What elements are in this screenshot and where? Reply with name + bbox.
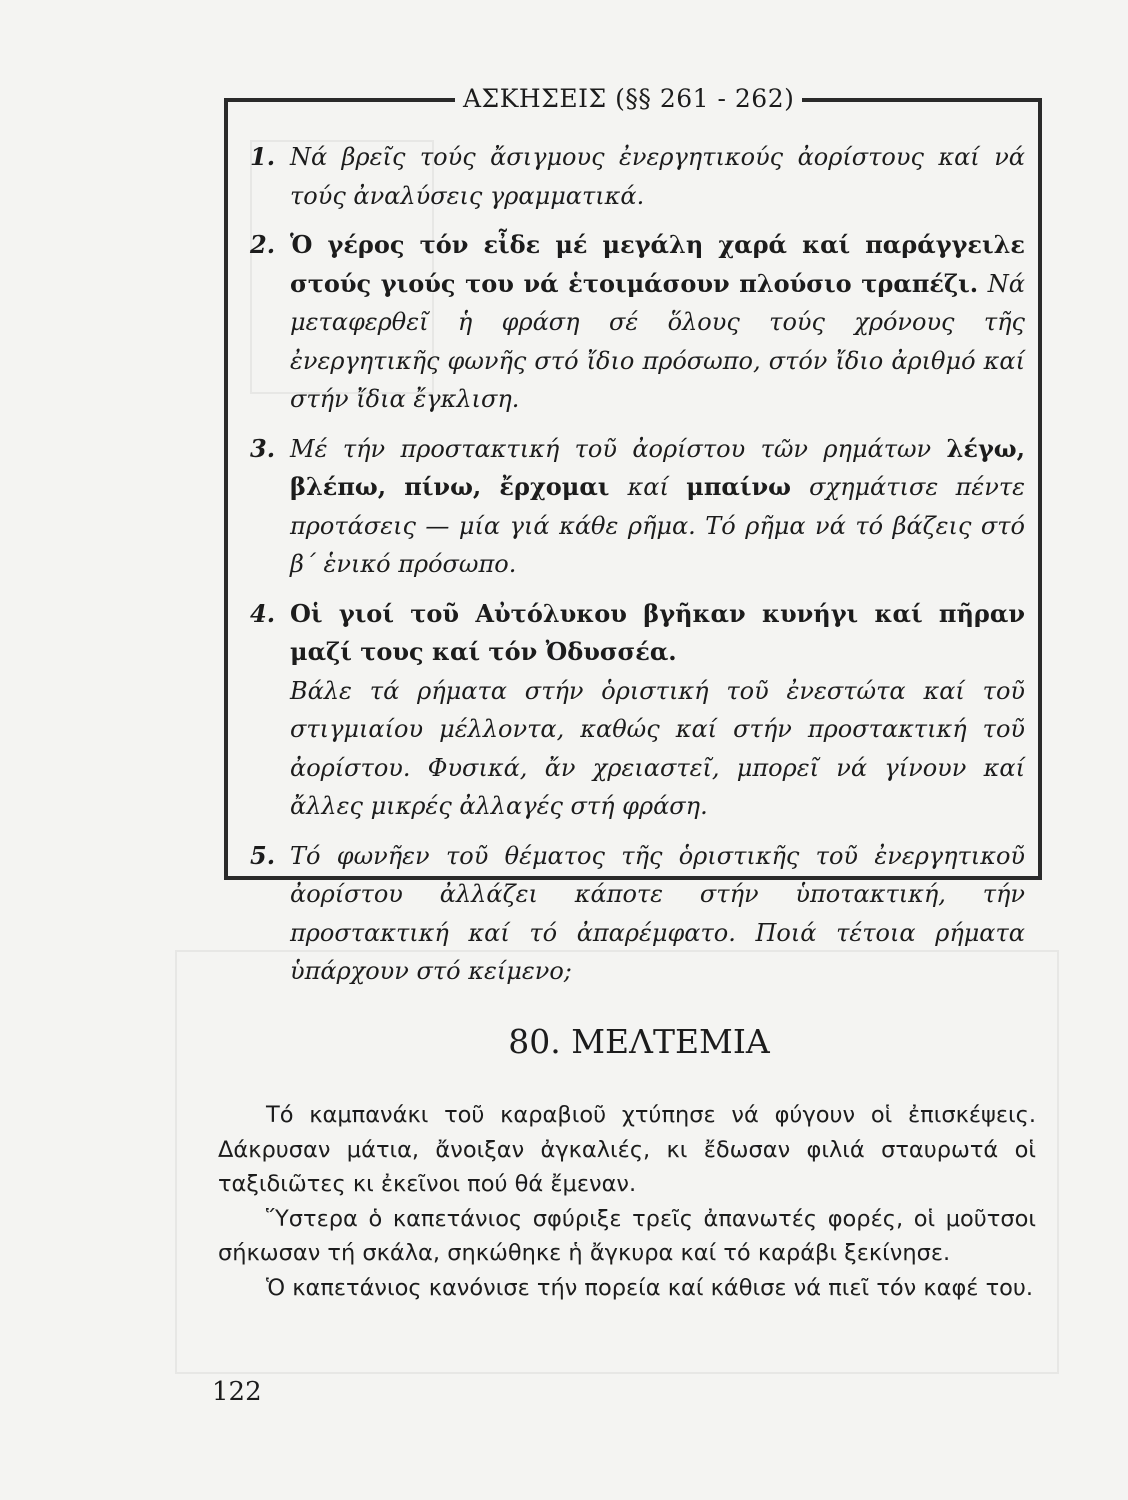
exercise-text xyxy=(290,138,1025,215)
exercise-number: 2. xyxy=(250,230,276,259)
exercise-item xyxy=(250,138,1025,215)
exercise-text xyxy=(290,226,1025,419)
exercise-text xyxy=(290,837,1025,991)
exercise-number: 4. xyxy=(250,598,276,628)
exercise-number: 5. xyxy=(250,840,276,870)
exercise-item xyxy=(250,837,1025,991)
exercise-text-run: λέγω, βλέπω, πίνω, ἔρχομαι xyxy=(290,433,1025,501)
body-paragraph: Ὁ καπετάνιος κανόνισε τήν πορεία καί κάθισε νά πιεῖ τόν καφέ του. xyxy=(266,1274,1034,1301)
exercise-text-run: Τό φωνῆεν τοῦ θέματος τῆς ὁριστικῆς τοῦ ἐνεργητικοῦ ἀορίστου ἀλλάζει κάποτε στήν ὑποτακτική, τήν προστακτική καί τό ἀπαρέμφατο. Ποιά τέτοια ρήματα ὑπάρχουν στό κείμενο; xyxy=(290,841,1025,985)
exercise-text-run: σχημάτισε πέντε προτάσεις — μία γιά κάθε ρῆμα. Τό ρῆμα νά τό βάζεις στό β΄ ἑνικό πρόσωπο. xyxy=(290,473,1025,578)
exercise-text-run: Νά βρεῖς τούς ἄσιγμους ἐνεργητικούς ἀορίστους καί νά τούς ἀναλύσεις γραμματικά. xyxy=(290,143,1025,210)
exercise-text-run: μπαίνω xyxy=(686,472,810,501)
exercise-item xyxy=(250,430,1025,584)
body-paragraph: Τό καμπανάκι τοῦ καραβιοῦ χτύπησε νά φύγουν οἱ ἐπισκέψεις. Δάκρυσαν μάτια, ἄνοιξαν ἀγκαλιές, κι ἔδωσαν φιλιά σταυρωτά οἱ ταξιδιῶτες κι ἐκεῖνοι πού θά ἔμεναν. xyxy=(218,1102,1036,1197)
exercises-list xyxy=(250,138,1025,1002)
exercise-item xyxy=(250,226,1025,419)
exercise-text-run: Ὁ γέρος τόν εἶδε μέ μεγάλη χαρά καί παράγγειλε στούς γιούς του νά ἑτοιμάσουν πλούσιο τραπέζι. xyxy=(290,230,1025,298)
section-title: 80. ΜΕΛΤΕΜΙΑ xyxy=(508,1022,770,1061)
exercise-text-run: Οἱ γιοί τοῦ Αὐτόλυκου βγῆκαν κυνήγι καί πῆραν μαζί τους καί τόν Ὀδυσσέα. xyxy=(290,598,1025,666)
exercises-title: ΑΣΚΗΣΕΙΣ (§§ 261 - 262) xyxy=(455,84,802,114)
body-paragraph: Ὕστερα ὁ καπετάνιος σφύριξε τρεῖς ἀπανωτές φορές, οἱ μοῦτσοι σήκωσαν τή σκάλα, σηκώθηκε ἡ ἄγκυρα καί τό καράβι ξεκίνησε. xyxy=(218,1205,1036,1266)
section-body xyxy=(218,1098,1036,1305)
exercise-number: 1. xyxy=(250,142,276,171)
page-number: 122 xyxy=(212,1377,262,1407)
exercise-text xyxy=(290,430,1025,584)
exercise-text-run: καί xyxy=(627,473,687,501)
exercise-text-run: Μέ τήν προστακτική τοῦ ἀορίστου τῶν ρημάτων xyxy=(290,434,947,463)
exercise-instruction: Βάλε τά ρήματα στήν ὁριστική τοῦ ἐνεστώτα καί τοῦ στιγμιαίου μέλλοντα, καθώς καί στήν προστακτική τοῦ ἀορίστου. Φυσικά, ἄν χρειαστεῖ, μπορεῖ νά γίνουν καί ἄλλες μικρές ἀλλαγές στή φράση. xyxy=(290,676,1025,820)
exercise-item xyxy=(250,595,1025,826)
exercise-text xyxy=(290,595,1025,672)
exercise-number: 3. xyxy=(250,433,276,463)
exercise-text-run: Νά μεταφερθεῖ ἡ φράση σέ ὅλους τούς χρόνους τῆς ἐνεργητικῆς φωνῆς στό ἴδιο πρόσωπο, στόν ἴδιο ἀριθμό καί στήν ἴδια ἔγκλιση. xyxy=(290,269,1025,413)
